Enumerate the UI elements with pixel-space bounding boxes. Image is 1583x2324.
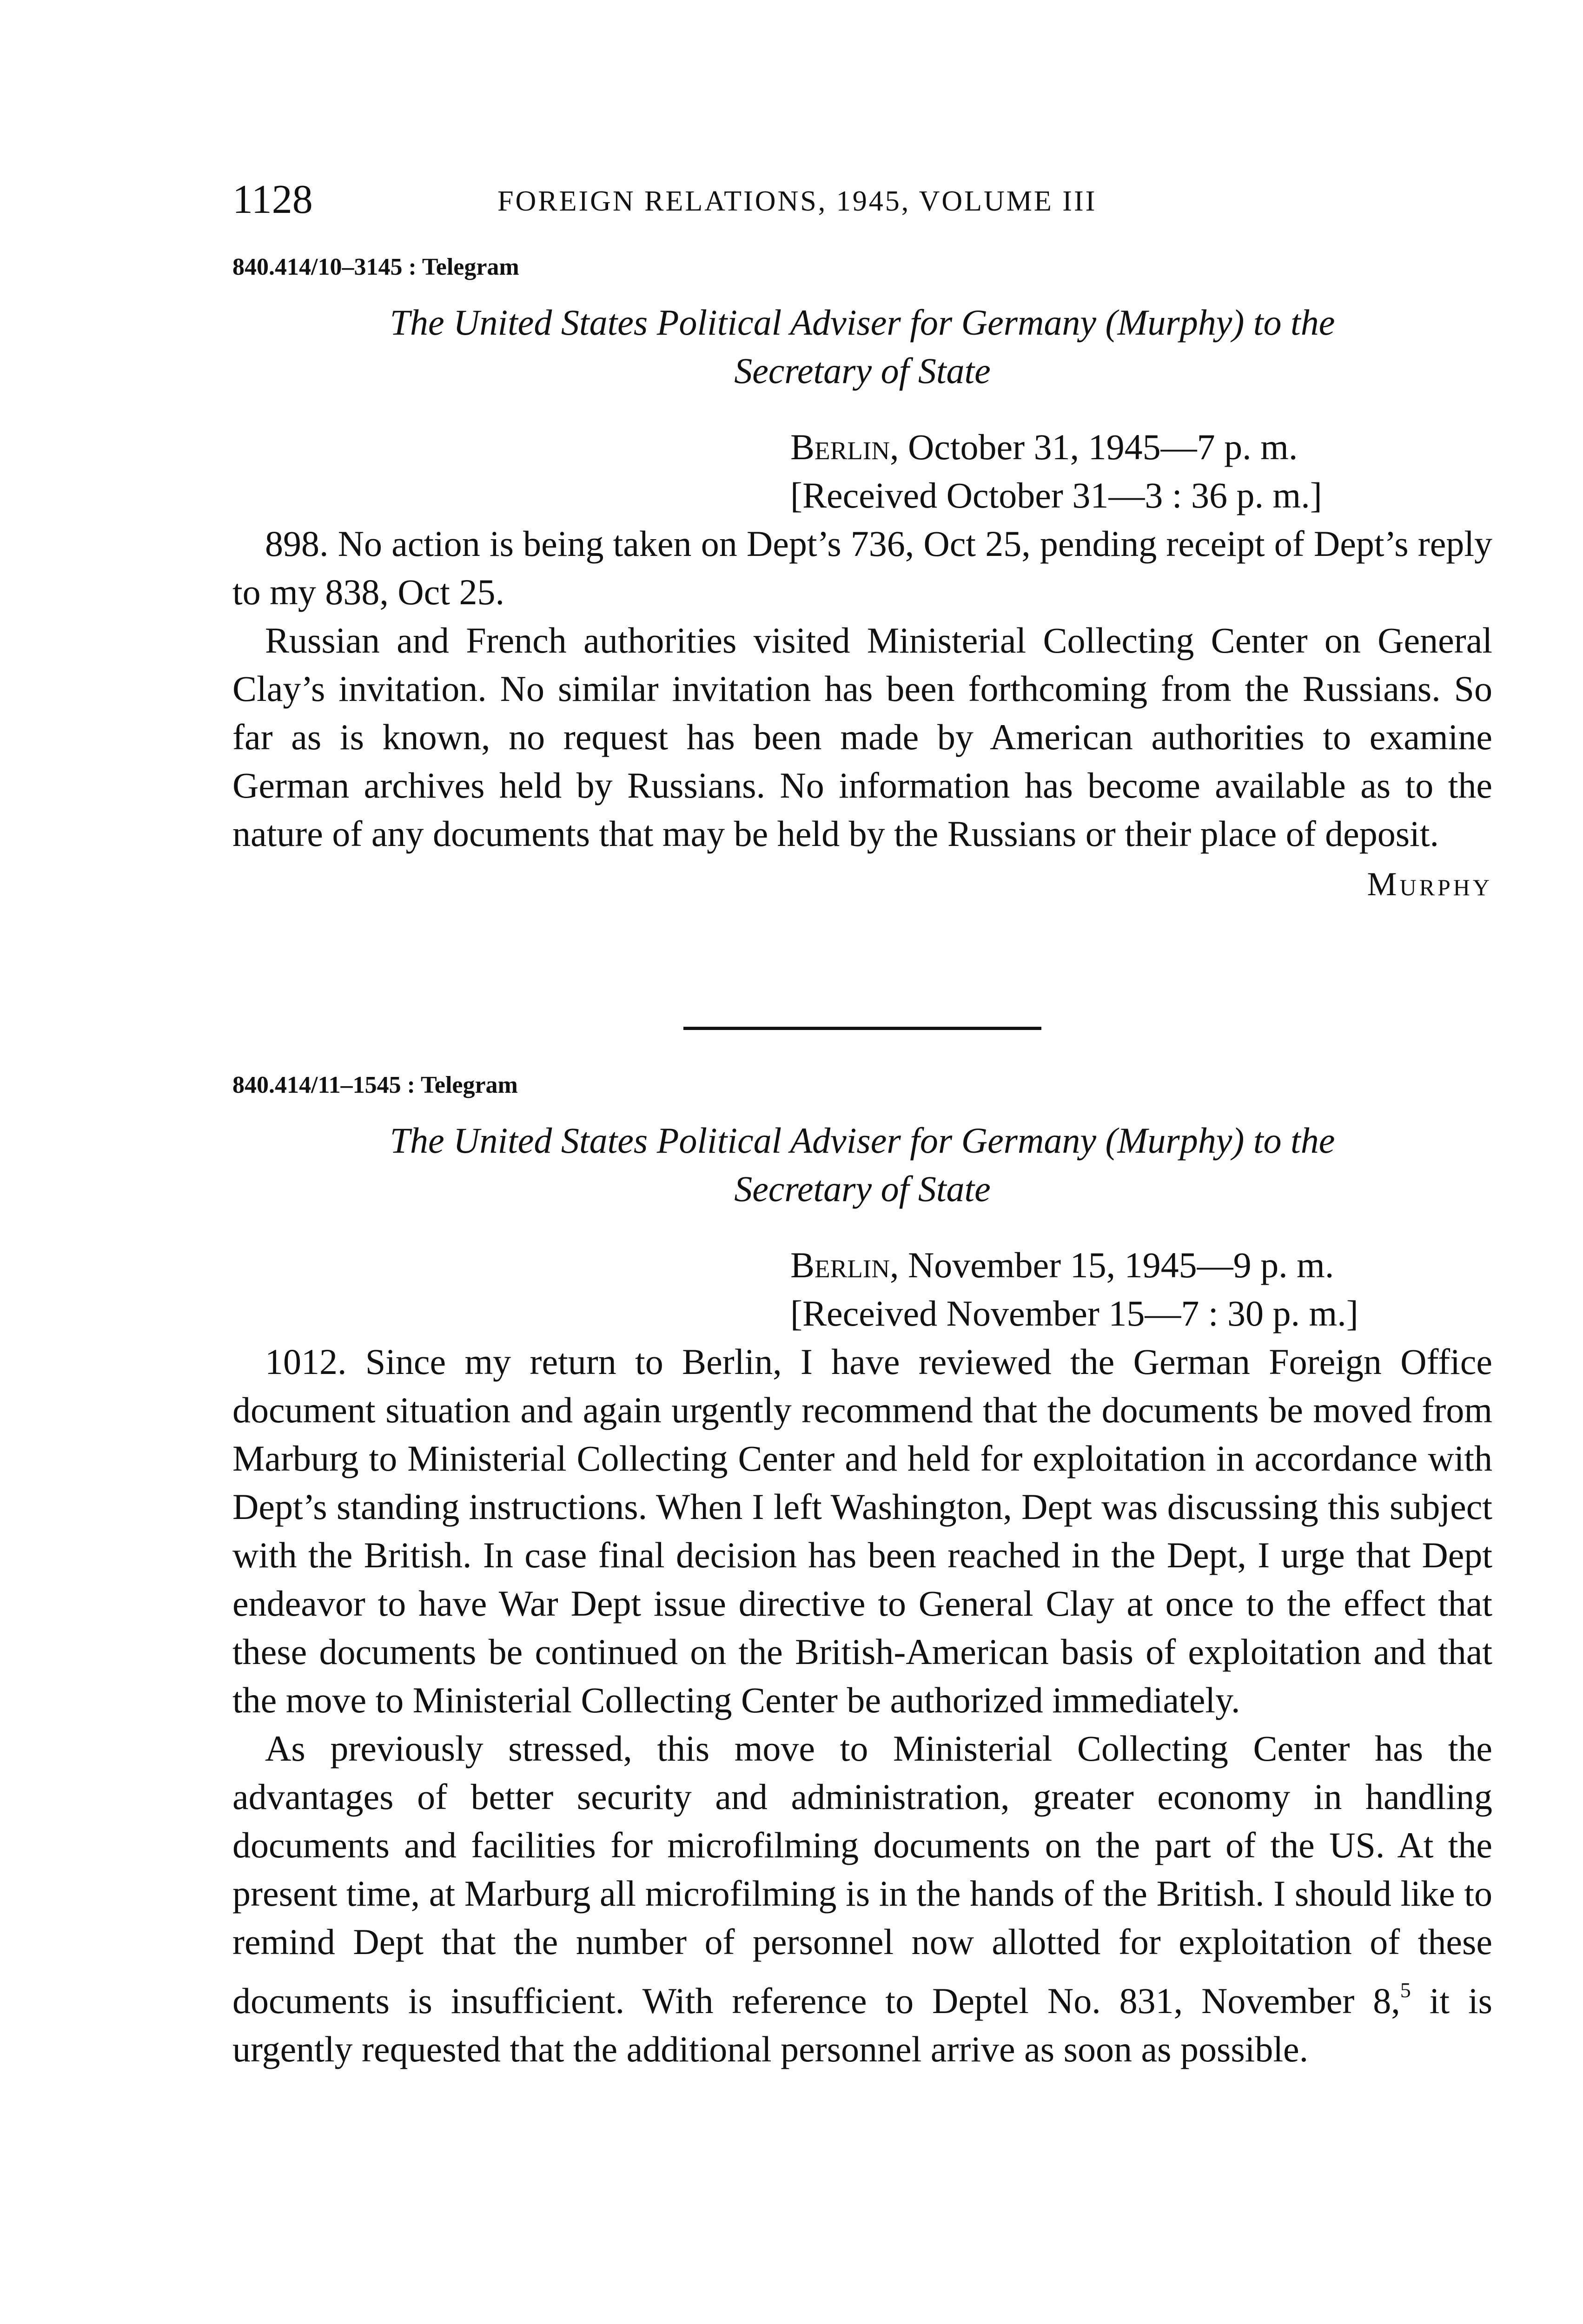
- running-head: [232, 172, 1492, 228]
- file-reference: 840.414/11–1545 : Telegram: [232, 1072, 518, 1098]
- sent-date: , November 15, 1945—9 p. m.: [889, 1245, 1334, 1285]
- sent-date: , October 31, 1945—7 p. m.: [889, 427, 1298, 467]
- section-separator: [683, 1027, 1041, 1030]
- running-title: FOREIGN RELATIONS, 1945, VOLUME III: [497, 185, 1097, 217]
- body-paragraph: 898. No action is being taken on Dept’s 736, Oct 25, pending receipt of Dept’s reply to my 838, Oct 25.: [232, 523, 1492, 612]
- place-name: Berlin: [790, 427, 890, 467]
- paragraph-text: it is urgently requested that the additional personnel arrive as soon as possible.: [232, 1981, 1492, 2069]
- signature: Murphy: [1367, 865, 1492, 903]
- heading-line: The United States Political Adviser for Germany (Murphy) to the: [390, 302, 1335, 343]
- sent-line: [790, 1241, 1492, 1289]
- telegram-898: [232, 246, 1492, 908]
- footnote-reference: 5: [1400, 1978, 1411, 2002]
- place-name: Berlin: [790, 1245, 890, 1285]
- received-line: [Received November 15—7 : 30 p. m.]: [790, 1293, 1358, 1334]
- body-paragraph: 1012. Since my return to Berlin, I have reviewed the German Foreign Office document situation and again urgently recommend that the documents be moved from Marburg to Ministerial Collecting Center and held for exploitation in accordance with Dept’s standing instructions. When I left Washington, Dept was discussing this subject with the British. In case final decision has been reached in the Dept, I urge that Dept endeavor to have War Dept issue directive to General Clay at once to the effect that these documents be continued on the British-American basis of exploitation and that the move to Ministerial Collecting Center be authorized immediately.: [232, 1341, 1492, 1720]
- body-paragraph: Russian and French authorities visited Ministerial Collecting Center on General Clay’s invitation. No similar invitation has been forthcoming from the Russians. So far as is known, no request has been made by American authorities to examine German archives held by Russians. No information has become available as to the nature of any documents that may be held by the Russians or their place of deposit.: [232, 620, 1492, 854]
- document-heading: [232, 1116, 1492, 1213]
- document-page: [232, 153, 1492, 2324]
- page-number: 1128: [232, 177, 313, 222]
- body-paragraph: [232, 1724, 1492, 2073]
- dateline: [790, 1241, 1492, 1338]
- dateline: [790, 423, 1492, 520]
- paragraph-text: As previously stressed, this move to Ministerial Collecting Center has the advantages of better security and administration, greater economy in handling documents and facilities for microfilming documents on the part of the US. At the present time, at Marburg all microfilming is in the hands of the British. I should like to remind Dept that the number of personnel now allotted for exploitation of these documents is insufficient. With reference to Deptel No. 831, November 8,: [232, 1728, 1492, 2021]
- file-reference: 840.414/10–3145 : Telegram: [232, 254, 519, 280]
- sent-line: [790, 423, 1492, 471]
- telegram-1012: [232, 1064, 1492, 2073]
- heading-line: Secretary of State: [734, 1169, 991, 1209]
- heading-line: The United States Political Adviser for Germany (Murphy) to the: [390, 1120, 1335, 1161]
- document-heading: [232, 298, 1492, 395]
- heading-line: Secretary of State: [734, 350, 991, 391]
- received-line: [Received October 31—3 : 36 p. m.]: [790, 475, 1322, 515]
